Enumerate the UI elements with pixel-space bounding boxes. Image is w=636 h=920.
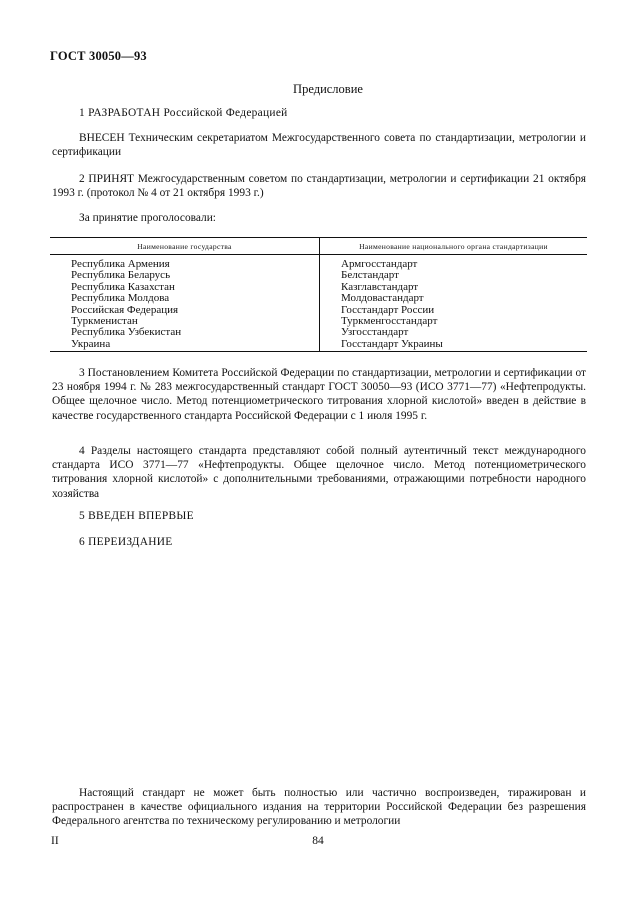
section-2-adopted: 2 ПРИНЯТ Межгосударственным советом по стандартизации, метрологии и сертификации 21 октября 1993 г. (протокол № 4 от 21 октября 1993 г.) <box>52 173 586 200</box>
voting-table <box>50 237 587 352</box>
document-code: ГОСТ 30050—93 <box>50 49 147 63</box>
body-item: Госстандарт России <box>341 303 435 316</box>
voted-caption: За принятие проголосовали: <box>79 212 216 224</box>
state-item: Республика Армения <box>71 258 170 270</box>
body-item: Молдовастандарт <box>341 292 424 305</box>
preface-title-row <box>0 80 636 98</box>
body-item: Госстандарт Украины <box>341 337 443 350</box>
section-1-developed: 1 РАЗРАБОТАН Российской Федерацией <box>79 107 288 119</box>
state-item: Республика Узбекистан <box>71 326 182 339</box>
footer-roman-page: II <box>51 835 59 847</box>
section-6-reissue: 6 ПЕРЕИЗДАНИЕ <box>79 536 173 548</box>
body-item: Туркменгосстандарт <box>341 315 438 328</box>
state-item: Республика Казахстан <box>71 280 175 293</box>
body-item: Казглавстандарт <box>341 280 419 293</box>
footer-page-number: 84 <box>312 835 324 847</box>
copyright-notice: Настоящий стандарт не может быть полностью или частично воспроизведен, тиражирован и распространен в качестве официального издания на территории Российской Федерации без разрешения Федерального агентства по техническому регулированию и метрологии <box>52 787 586 828</box>
body-item: Армгосстандарт <box>341 258 418 270</box>
section-5-first-introduced: 5 ВВЕДЕН ВПЕРВЫЕ <box>79 510 194 522</box>
header-state: Наименование государства <box>50 238 320 255</box>
state-item: Республика Беларусь <box>71 269 171 282</box>
voting-table-body <box>50 255 587 352</box>
body-item: Узгосстандарт <box>341 326 409 339</box>
states-column <box>50 255 320 352</box>
state-item: Республика Молдова <box>71 292 170 305</box>
section-4-sections: 4 Разделы настоящего стандарта представляют собой полный аутентичный текст международного стандарта ИСО 3771—77 «Нефтепродукты. Общее щелочное число. Метод потенциометрического титрования хлорной кислотой» с дополнительными требованиями, отражающими потребности народного хозяйства <box>52 445 586 500</box>
bodies-column <box>320 255 588 352</box>
introduced-by: ВНЕСЕН Техническим секретариатом Межгосударственного совета по стандартизации, метрологии и сертификации <box>52 132 586 159</box>
section-3-enactment: 3 Постановлением Комитета Российской Федерации по стандартизации, метрологии и сертификации от 23 ноября 1994 г. № 283 межгосударственный стандарт ГОСТ 30050—93 (ИСО 3771—77) «Нефтепродукты. Общее щелочное число. Метод потенциометрического титрования хлорной кислотой» введен в действие в качестве государственного стандарта Российской Федерации с 1 июля 1995 г. <box>52 367 586 422</box>
body-item: Белстандарт <box>341 269 399 282</box>
voting-table-header <box>50 238 587 255</box>
preface-title: Предисловие <box>293 82 363 96</box>
state-item: Российская Федерация <box>71 303 179 316</box>
state-item: Туркменистан <box>71 315 138 328</box>
state-item: Украина <box>71 337 111 350</box>
header-standards-body: Наименование национального органа стандартизации <box>320 238 588 255</box>
